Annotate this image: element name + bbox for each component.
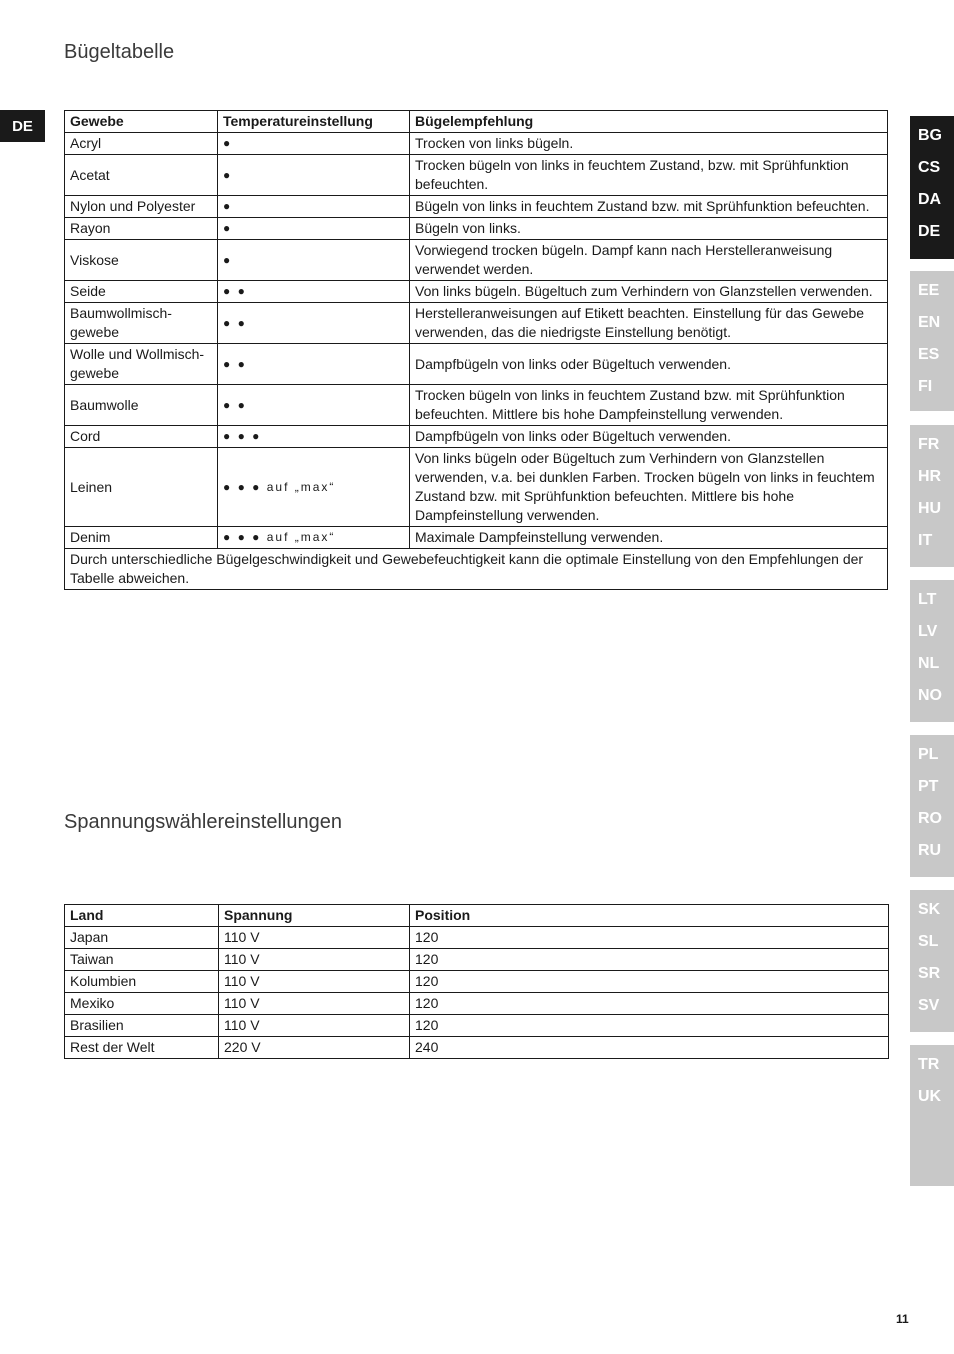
table-row	[65, 240, 888, 281]
language-link-uk[interactable]: UK	[918, 1088, 942, 1105]
language-link-fi[interactable]: FI	[918, 378, 933, 395]
table-row	[65, 344, 888, 385]
recommendation-cell: Trocken von links bügeln.	[410, 133, 888, 155]
voltage-cell: 110 V	[219, 927, 410, 949]
fabric-cell: Nylon und Polyester	[65, 196, 218, 218]
table-row	[65, 426, 888, 448]
temperature-cell: ● ● ● auf „max“	[218, 448, 410, 527]
recommendation-cell: Trocken bügeln von links in feuchtem Zustand, bzw. mit Sprühfunktion befeuchten.	[410, 155, 888, 196]
language-group-3	[910, 425, 954, 567]
temperature-cell: ● ● ● auf „max“	[218, 527, 410, 549]
temperature-cell: ● ● ●	[218, 426, 410, 448]
table-row	[65, 385, 888, 426]
fabric-cell: Wolle und Wollmisch-gewebe	[65, 344, 218, 385]
recommendation-cell: Bügeln von links.	[410, 218, 888, 240]
table-row	[65, 133, 888, 155]
table-row	[65, 281, 888, 303]
language-link-fr[interactable]: FR	[918, 436, 940, 453]
header-recommendation: Bügelempfehlung	[410, 111, 888, 133]
voltage-cell: 110 V	[219, 1015, 410, 1037]
language-link-en[interactable]: EN	[918, 314, 941, 331]
table-note: Durch unterschiedliche Bügelgeschwindigkeit und Gewebefeuchtigkeit kann die optimale Einstellung von den Empfehlungen der Tabelle abweichen.	[65, 549, 888, 590]
recommendation-cell: Trocken bügeln von links in feuchtem Zustand bzw. mit Sprühfunktion befeuchten. Mittlere bis hohe Dampfeinstellung verwenden.	[410, 385, 888, 426]
position-cell: 120	[410, 971, 889, 993]
table-note-row	[65, 549, 888, 590]
fabric-cell: Seide	[65, 281, 218, 303]
temperature-cell: ●	[218, 133, 410, 155]
fabric-cell: Baumwollmisch-gewebe	[65, 303, 218, 344]
recommendation-cell: Dampfbügeln von links oder Bügeltuch verwenden.	[410, 426, 888, 448]
recommendation-cell: Vorwiegend trocken bügeln. Dampf kann nach Herstelleranweisung verwendet werden.	[410, 240, 888, 281]
header-fabric: Gewebe	[65, 111, 218, 133]
table-row	[65, 1037, 889, 1059]
language-link-nl[interactable]: NL	[918, 655, 940, 672]
language-link-lt[interactable]: LT	[918, 591, 937, 608]
temperature-cell: ● ●	[218, 385, 410, 426]
language-group-5	[910, 735, 954, 877]
position-cell: 240	[410, 1037, 889, 1059]
table-row	[65, 527, 888, 549]
temperature-cell: ●	[218, 218, 410, 240]
country-cell: Rest der Welt	[65, 1037, 219, 1059]
table-row	[65, 993, 889, 1015]
country-cell: Taiwan	[65, 949, 219, 971]
fabric-cell: Acetat	[65, 155, 218, 196]
ironing-table-title: Bügeltabelle	[64, 41, 175, 63]
language-link-no[interactable]: NO	[918, 687, 942, 704]
language-link-hu[interactable]: HU	[918, 500, 942, 517]
language-link-ee[interactable]: EE	[918, 282, 940, 299]
position-cell: 120	[410, 1015, 889, 1037]
voltage-cell: 220 V	[219, 1037, 410, 1059]
fabric-cell: Leinen	[65, 448, 218, 527]
recommendation-cell: Bügeln von links in feuchtem Zustand bzw. mit Sprühfunktion befeuchten.	[410, 196, 888, 218]
voltage-table-title: Spannungswählereinstellungen	[64, 811, 342, 833]
table-header-row	[65, 905, 889, 927]
recommendation-cell: Von links bügeln. Bügeltuch zum Verhindern von Glanzstellen verwenden.	[410, 281, 888, 303]
temperature-cell: ● ●	[218, 281, 410, 303]
recommendation-cell: Dampfbügeln von links oder Bügeltuch verwenden.	[410, 344, 888, 385]
table-row	[65, 218, 888, 240]
page-number: 11	[896, 1312, 909, 1326]
temperature-cell: ● ●	[218, 344, 410, 385]
header-country: Land	[65, 905, 219, 927]
language-link-sr[interactable]: SR	[918, 965, 941, 982]
voltage-cell: 110 V	[219, 993, 410, 1015]
language-link-es[interactable]: ES	[918, 346, 940, 363]
table-row	[65, 196, 888, 218]
table-header-row	[65, 111, 888, 133]
language-link-cs[interactable]: CS	[918, 159, 941, 176]
language-link-sv[interactable]: SV	[918, 997, 940, 1014]
language-link-bg[interactable]: BG	[918, 127, 942, 144]
language-tag: DE	[0, 110, 45, 142]
language-link-it[interactable]: IT	[918, 532, 933, 549]
voltage-cell: 110 V	[219, 971, 410, 993]
header-temperature: Temperatureinstellung	[218, 111, 410, 133]
temperature-cell: ●	[218, 196, 410, 218]
language-link-tr[interactable]: TR	[918, 1056, 940, 1073]
country-cell: Kolumbien	[65, 971, 219, 993]
table-row	[65, 927, 889, 949]
fabric-cell: Denim	[65, 527, 218, 549]
language-link-sk[interactable]: SK	[918, 901, 941, 918]
position-cell: 120	[410, 993, 889, 1015]
language-group-4	[910, 580, 954, 722]
fabric-cell: Acryl	[65, 133, 218, 155]
recommendation-cell: Herstelleranweisungen auf Etikett beachten. Einstellung für das Gewebe verwenden, das die niedrigste Einstellung benötigt.	[410, 303, 888, 344]
language-link-ro[interactable]: RO	[918, 810, 942, 827]
language-link-de[interactable]: DE	[918, 223, 941, 240]
country-cell: Brasilien	[65, 1015, 219, 1037]
table-row	[65, 155, 888, 196]
language-link-da[interactable]: DA	[918, 191, 942, 208]
header-voltage: Spannung	[219, 905, 410, 927]
country-cell: Mexiko	[65, 993, 219, 1015]
language-group-6	[910, 890, 954, 1032]
fabric-cell: Baumwolle	[65, 385, 218, 426]
table-row	[65, 303, 888, 344]
fabric-cell: Cord	[65, 426, 218, 448]
ironing-table	[64, 110, 888, 590]
temperature-cell: ●	[218, 155, 410, 196]
temperature-cell: ●	[218, 240, 410, 281]
table-row	[65, 448, 888, 527]
fabric-cell: Viskose	[65, 240, 218, 281]
table-row	[65, 971, 889, 993]
language-link-lv[interactable]: LV	[918, 623, 938, 640]
language-group-7	[910, 1045, 954, 1186]
language-link-ru[interactable]: RU	[918, 842, 942, 859]
voltage-table	[64, 904, 889, 1059]
recommendation-cell: Maximale Dampfeinstellung verwenden.	[410, 527, 888, 549]
language-link-pt[interactable]: PT	[918, 778, 939, 795]
fabric-cell: Rayon	[65, 218, 218, 240]
voltage-cell: 110 V	[219, 949, 410, 971]
language-group-1	[910, 116, 954, 259]
recommendation-cell: Von links bügeln oder Bügeltuch zum Verhindern von Glanzstellen verwenden, v.a. bei dunklen Farben. Trocken bügeln von links in feuchtem Zustand bzw. mit Sprühfunktion befeuchten. Mittlere bis hohe Dampfeinstellung verwenden.	[410, 448, 888, 527]
language-group-2	[910, 271, 954, 411]
position-cell: 120	[410, 927, 889, 949]
language-link-pl[interactable]: PL	[918, 746, 939, 763]
position-cell: 120	[410, 949, 889, 971]
table-row	[65, 1015, 889, 1037]
header-position: Position	[410, 905, 889, 927]
language-link-sl[interactable]: SL	[918, 933, 939, 950]
language-link-hr[interactable]: HR	[918, 468, 942, 485]
table-row	[65, 949, 889, 971]
country-cell: Japan	[65, 927, 219, 949]
temperature-cell: ● ●	[218, 303, 410, 344]
